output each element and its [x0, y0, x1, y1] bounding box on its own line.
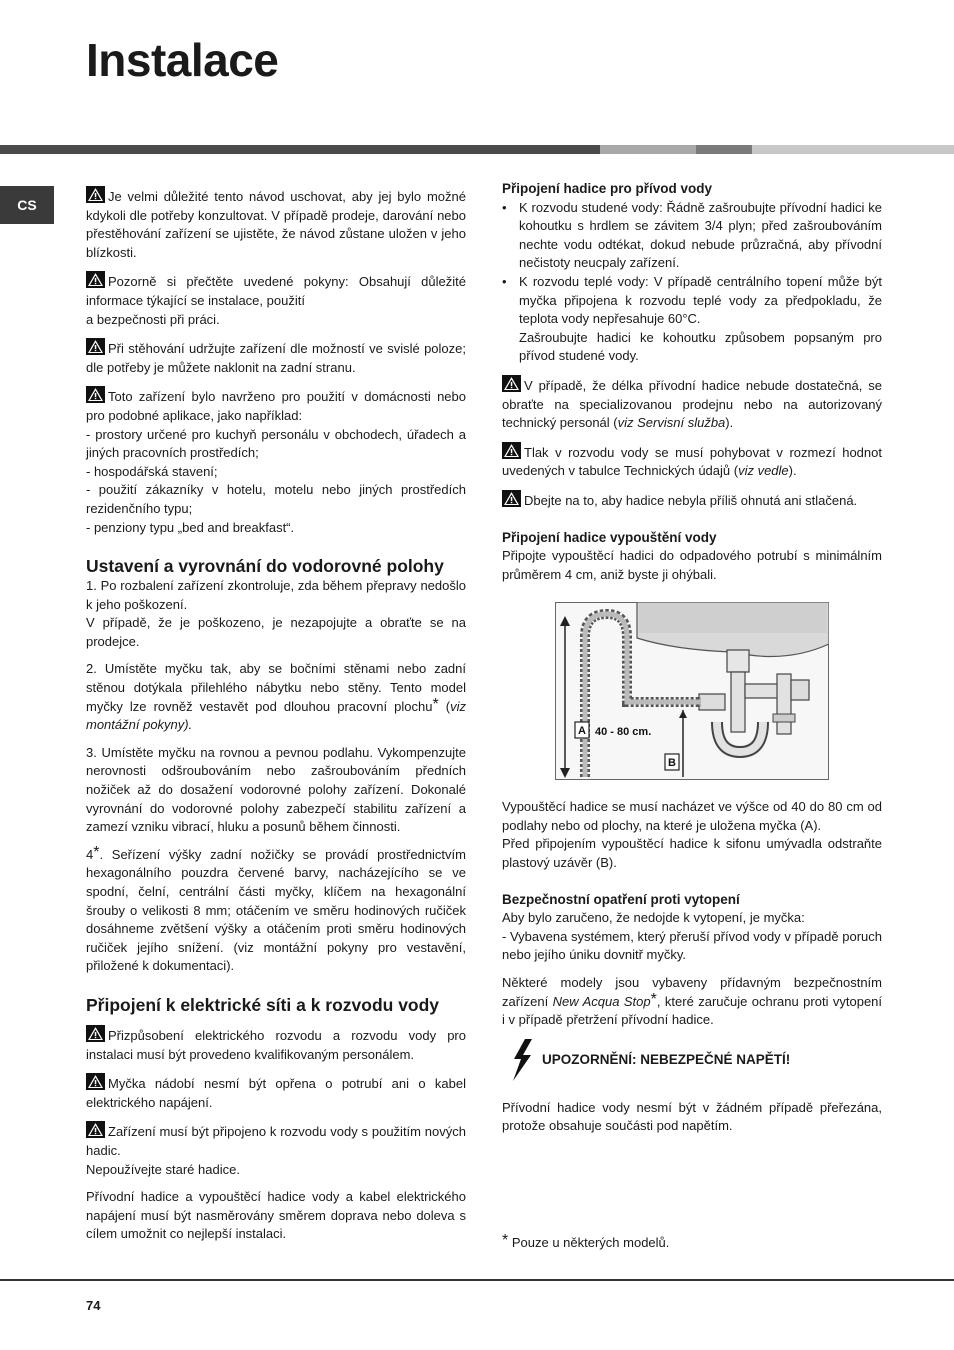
- warning-icon: [86, 338, 105, 355]
- page-number: 74: [86, 1298, 101, 1313]
- paragraph: Nepoužívejte staré hadice.: [86, 1161, 240, 1177]
- height-label: 40 - 80 cm.: [595, 726, 652, 739]
- right-column: [502, 180, 882, 1136]
- header-bar-light: [752, 145, 954, 154]
- danger-label: UPOZORNĚNÍ: NEBEZPEČNÉ NAPĚTÍ!: [542, 1051, 791, 1067]
- list-item: - použití zákazníky v hotelu, motelu nebo jiných prostředích rezidenčního typu;: [86, 482, 466, 516]
- warning-paragraph: Toto zařízení bylo navrženo pro použití v domácnosti nebo pro podobné aplikace, jako například:: [86, 386, 466, 425]
- paragraph: - Vybavena systémem, který přeruší přívod vody v případě poruch nebo jejího úniku dovnitř myčky.: [502, 928, 882, 963]
- warning-icon: [502, 490, 521, 507]
- warning-paragraph: Pozorně si přečtěte uvedené pokyny: Obsahují důležité informace týkající se instalace, použití: [86, 271, 466, 310]
- paragraph: Některé modely jsou vybaveny přídavným bezpečnostním zařízení New Acqua Stop*, které zaručuje ochranu proti vytopení i v případě přetržení přívodní hadice.: [502, 975, 883, 1028]
- list-item: • K rozvodu teplé vody: V případě centrálního topení může být myčka připojena k rozvodu teplé vody za předpokladu, že teplota vody nepřesahuje 60°C. Zašroubujte hadici ke kohoutku způsobem popsaným pro přívod studené vody.: [502, 273, 882, 364]
- paragraph: Připojte vypouštěcí hadici do odpadového potrubí s minimálním průměrem 4 cm, aniž byste ji ohýbali.: [502, 548, 882, 582]
- warning-icon: [86, 1121, 105, 1138]
- page-title: Instalace: [86, 34, 279, 86]
- warning-paragraph: Přizpůsobení elektrického rozvodu a rozvodu vody pro instalaci musí být provedeno kvalifikovaným personálem.: [86, 1025, 466, 1064]
- paragraph: 3. Umístěte myčku na rovnou a pevnou podlahu. Vykompenzujte nerovnosti odšroubováním nebo zašroubováním předních nožiček až do dosažení vodorovné polohy zařízení. Dokonalé vyrovnání do vodorovné polohy zabezpečí stabilitu zařízení a zamezí vzniku vibrací, hluku a posunů během činnosti.: [86, 744, 466, 835]
- paragraph: Aby bylo zaručeno, že nedojde k vytopení, je myčka:: [502, 910, 805, 926]
- left-column: [86, 186, 466, 1244]
- list-item: - prostory určené pro kuchyň personálu v obchodech, úřadech a jiných pracovních prostředích;: [86, 426, 466, 461]
- warning-paragraph: Při stěhování udržujte zařízení dle možností ve svislé poloze; dle potřeby je můžete naklonit na zadní stranu.: [86, 338, 466, 377]
- label-a: A: [578, 725, 586, 738]
- paragraph: Přívodní hadice a vypouštěcí hadice vody a kabel elektrického napájení musí být nasměrovány směrem doprava nebo doleva s cílem umožnit co nejlepší instalaci.: [86, 1189, 466, 1242]
- paragraph: 2. Umístěte myčku tak, aby se bočními stěnami nebo zadní stěnou dotýkala přilehlého nábytku nebo stěny. Tento model myčky lze rovněž vestavět pod dlouhou pracovní plochu* (viz montážní pokyny).: [86, 661, 466, 733]
- warning-icon: [86, 1073, 105, 1090]
- language-tab[interactable]: CS: [0, 186, 54, 224]
- paragraph: 4*. Seřízení výšky zadní nožičky se provádí prostřednictvím hexagonálního pouzdra červené barvy, nacházejícího se ve spodní, čelní, centrální části myčky, klíčem na hexagonální šrouby o velikosti 8 mm; otáčením ve směru hodinových ručiček dosáhneme zvětšení výšky a otáčením proti směru hodinových ručiček jejího snížení. (viz montážní pokyny pro vestavění, přiložené k dokumentaci).: [86, 843, 466, 974]
- warning-paragraph: Dbejte na to, aby hadice nebyla příliš ohnutá ani stlačená.: [502, 490, 882, 511]
- text-line: a bezpečnosti při práci.: [86, 311, 220, 327]
- header-bar-mid2: [696, 145, 752, 154]
- footnote: * Pouze u některých modelů.: [502, 1232, 670, 1250]
- warning-icon: [86, 386, 105, 403]
- inlet-list: [502, 199, 882, 366]
- drain-diagram-svg: [555, 602, 829, 780]
- drain-hose-diagram: [555, 602, 829, 780]
- warning-icon: [86, 1025, 105, 1042]
- warning-icon: [86, 271, 105, 288]
- danger-notice: [510, 1039, 882, 1081]
- label-b: B: [668, 757, 676, 770]
- warning-paragraph: Tlak v rozvodu vody se musí pohybovat v rozmezí hodnot uvedených v tabulce Technických údajů (viz vedle).: [502, 442, 882, 481]
- paragraph: V případě, že je poškozeno, je nezapojujte a obraťte se na prodejce.: [86, 615, 466, 649]
- footer-rule: [0, 1279, 954, 1281]
- warning-icon: [86, 186, 105, 203]
- section-heading-flood: Bezpečnostní opatření proti vytopení: [502, 891, 740, 907]
- paragraph: 1. Po rozbalení zařízení zkontroluje, zda během přepravy nedošlo k jeho poškození.: [86, 578, 466, 612]
- warning-paragraph: Myčka nádobí nesmí být opřena o potrubí ani o kabel elektrického napájení.: [86, 1073, 466, 1112]
- warning-paragraph: V případě, že délka přívodní hadice nebude dostatečná, se obraťte na specializovanou prodejnu nebo na autorizovaný technický personál (viz Servisní služba).: [502, 375, 882, 433]
- list-item: - penziony typu „bed and breakfast“.: [86, 519, 295, 535]
- warning-icon: [502, 375, 521, 392]
- header-bar-mid: [600, 145, 696, 154]
- list-item: - hospodářská stavení;: [86, 463, 218, 479]
- warning-paragraph: Zařízení musí být připojeno k rozvodu vody s použitím nových hadic.: [86, 1121, 466, 1160]
- section-heading-inlet: Připojení hadice pro přívod vody: [502, 181, 713, 196]
- paragraph: Vypouštěcí hadice se musí nacházet ve výšce od 40 do 80 cm od podlahy nebo od plochy, na které je uložena myčka (A).: [502, 799, 882, 833]
- section-heading-drain: Připojení hadice vypouštění vody: [502, 529, 717, 545]
- header-bar-dark: [0, 145, 600, 154]
- lightning-icon: [510, 1039, 534, 1081]
- paragraph: Přívodní hadice vody nesmí být v žádném případě přeřezána, protože obsahuje součásti pod napětím.: [502, 1099, 882, 1134]
- list-item: • K rozvodu studené vody: Řádně zašroubujte přívodní hadici ke kohoutku s hrdlem se závitem 3/4 plyn; před zašroubováním nechte vodu odtékat, dokud nebude průzračná, aby přívodní nečistoty neucpaly zařízení.: [502, 199, 882, 271]
- section-heading-leveling: Ustavení a vyrovnání do vodorovné polohy: [86, 556, 444, 577]
- warning-icon: [502, 442, 521, 459]
- warning-paragraph: Je velmi důležité tento návod uschovat, aby jej bylo možné kdykoli dle potřeby konzultovat. V případě prodeje, darování nebo přestěhování zařízení se ujistěte, že návod zůstane uložen v jeho blízkosti.: [86, 186, 466, 262]
- section-heading-electric: Připojení k elektrické síti a k rozvodu vody: [86, 994, 440, 1015]
- paragraph: Před připojením vypouštěcí hadice k sifonu umývadla odstraňte plastový uzávěr (B).: [502, 836, 882, 871]
